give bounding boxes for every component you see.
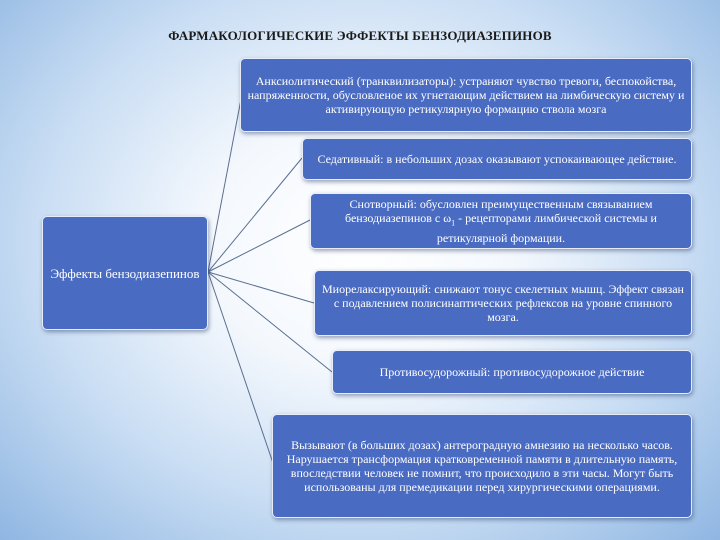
effect-box-amnesia xyxy=(272,414,692,518)
effect-text-hypnotic-part2: - рецепторами лимбической системы и ретикулярной формации. xyxy=(436,211,657,245)
page-title: ФАРМАКОЛОГИЧЕСКИЕ ЭФФЕКТЫ БЕНЗОДИАЗЕПИНОВ xyxy=(168,28,552,43)
effect-box-hypnotic xyxy=(310,193,692,249)
effect-text-sedative: Седативный: в небольших дозах оказывают успокаивающее действие. xyxy=(317,152,677,166)
connector-line-4 xyxy=(208,272,314,303)
connector-line-6 xyxy=(208,272,274,466)
effect-text-muscle-relaxant: Миорелаксирующий: снижают тонус скелетных мышц. Эффект связан с подавлением полисинаптических рефлексов на уровне спинного мозга. xyxy=(322,282,684,324)
connector-line-1 xyxy=(208,94,242,272)
main-node-label: Эффекты бензодиазепинов xyxy=(50,265,200,281)
connector-line-2 xyxy=(208,158,302,272)
omega-subscript: 1 xyxy=(451,218,456,228)
effect-box-anticonvulsant xyxy=(332,350,692,394)
main-node xyxy=(42,216,208,330)
effect-text-amnesia: Вызывают (в больших дозах) антероградную амнезию на несколько часов. Нарушается трансформация кратковременной памяти в длительную память, впоследствии человек не помнит, что происходило в эти часы. Могут быть использованы для премедикации перед хирургическими операциями. xyxy=(286,438,678,494)
effect-text-anticonvulsant: Противосудорожный: противосудорожное действие xyxy=(379,365,645,379)
effect-box-anxiolytic xyxy=(240,58,692,132)
effect-text-hypnotic xyxy=(317,197,685,244)
connector-line-3 xyxy=(208,220,310,272)
effect-text-anxiolytic: Анксиолитический (транквилизаторы): устраняют чувство тревоги, беспокойства, напряженности, обусловленое их угнетающим действием на лимбическую систему и активирующую ретикулярную формацию ствола мозга xyxy=(247,74,685,116)
effect-text-hypnotic-part1: Снотворный: обусловлен преимущественным связыванием бензодиазепинов с ω xyxy=(345,197,653,226)
effect-box-sedative xyxy=(302,138,692,180)
effect-box-muscle-relaxant xyxy=(314,270,692,336)
